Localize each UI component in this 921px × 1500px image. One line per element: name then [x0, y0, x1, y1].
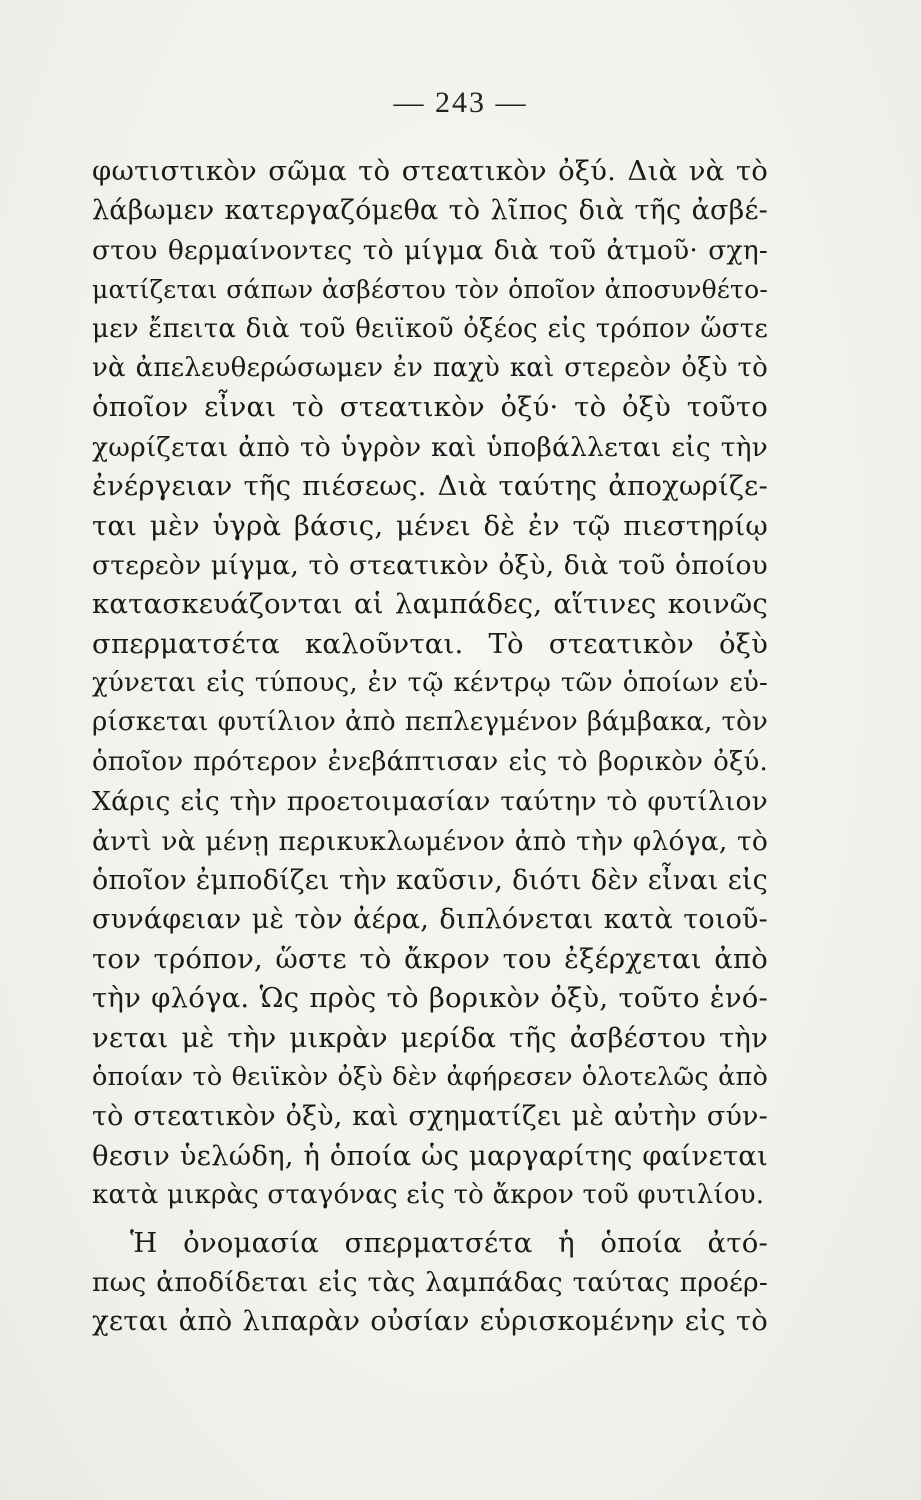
- text-line: λάβωμεν κατεργαζόμεθα τὸ λῖπος διὰ τῆς ἀσβέ-: [92, 195, 768, 227]
- text-line: ρίσκεται φυτίλιον ἀπὸ πεπλεγμένον βάμβακα, τὸν: [92, 707, 768, 738]
- body-text: [92, 152, 768, 1342]
- text-line: ὁποῖον πρότερον ἐνεβάπτισαν εἰς τὸ βορικὸν ὀξύ.: [92, 746, 768, 777]
- text-line: ἐνέργειαν τῆς πιέσεως. Διὰ ταύτης ἀποχωρίζε-: [92, 470, 768, 503]
- text-line: συνάφειαν μὲ τὸν ἀέρα, διπλόνεται κατὰ τοιοῦ-: [92, 904, 768, 936]
- text-line: χεται ἀπὸ λιπαρὰν οὐσίαν εὑρισκομένην εἰς τὸ: [92, 1305, 768, 1338]
- text-line: θεσιν ὑελώδη, ἡ ὁποία ὡς μαργαρίτης φαίνεται: [92, 1139, 768, 1172]
- text-line: ἀντὶ νὰ μένῃ περικυκλωμένον ἀπὸ τὴν φλόγα, τὸ: [92, 825, 768, 857]
- text-line: πως ἀποδίδεται εἰς τὰς λαμπάδας ταύτας προέρ-: [92, 1266, 768, 1298]
- text-line: ται μὲν ὑγρὰ βάσις, μένει δὲ ἐν τῷ πιεστηρίῳ: [92, 509, 768, 542]
- text-line: μεν ἔπειτα διὰ τοῦ θειϊκοῦ ὀξέος εἰς τρόπον ὥστε: [92, 313, 768, 344]
- text-line: νὰ ἀπελευθερώσωμεν ἐν παχὺ καὶ στερεὸν ὀξὺ τὸ: [92, 352, 768, 383]
- text-line: τὴν φλόγα. Ὡς πρὸς τὸ βορικὸν ὀξὺ, τοῦτο ἑνό-: [92, 982, 768, 1015]
- text-line: κατὰ μικρὰς σταγόνας εἰς τὸ ἄκρον τοῦ φυτιλίου.: [92, 1180, 765, 1211]
- text-line: σπερματσέτα καλοῦνται. Τὸ στεατικὸν ὀξὺ: [92, 627, 768, 660]
- text-line: τον τρόπον, ὥστε τὸ ἄκρον του ἐξέρχεται ἀπὸ: [92, 942, 768, 975]
- text-line: Ἡ ὀνομασία σπερματσέτα ἡ ὁποία ἀτό-: [130, 1226, 768, 1259]
- page-number: — 243 —: [393, 86, 528, 119]
- text-line: Χάρις εἰς τὴν προετοιμασίαν ταύτην τὸ φυτίλιον: [92, 786, 768, 818]
- text-line: χωρίζεται ἀπὸ τὸ ὑγρὸν καὶ ὑποβάλλεται εἰς τὴν: [92, 431, 768, 463]
- text-line: νεται μὲ τὴν μικρὰν μερίδα τῆς ἀσβέστου τὴν: [92, 1021, 768, 1054]
- text-line: ὁποίαν τὸ θειϊκὸν ὀξὺ δὲν ἀφήρεσεν ὁλοτελῶς ἀπὸ: [92, 1061, 768, 1092]
- text-line: ὁποῖον εἶναι τὸ στεατικὸν ὀξύ· τὸ ὀξὺ τοῦτο: [92, 391, 768, 424]
- text-line: φωτιστικὸν σῶμα τὸ στεατικὸν ὀξύ. Διὰ νὰ τὸ: [92, 155, 768, 187]
- text-line: χύνεται εἰς τύπους, ἐν τῷ κέντρῳ τῶν ὁποίων εὑ-: [92, 668, 768, 699]
- text-line: ὁποῖον ἐμποδίζει τὴν καῦσιν, διότι δὲν εἶναι εἰς: [92, 865, 768, 897]
- text-line: στερεὸν μίγμα, τὸ στεατικὸν ὀξὺ, διὰ τοῦ ὁποίου: [92, 549, 768, 581]
- text-line: ματίζεται σάπων ἀσβέστου τὸν ὁποῖον ἀποσυνθέτο-: [92, 275, 768, 305]
- text-line: στου θερμαίνοντες τὸ μίγμα διὰ τοῦ ἀτμοῦ· σχη-: [92, 234, 768, 266]
- text-line: τὸ στεατικὸν ὀξὺ, καὶ σχηματίζει μὲ αὐτὴν σύν-: [92, 1101, 768, 1133]
- text-line: κατασκευάζονται αἱ λαμπάδες, αἵτινες κοινῶς: [92, 588, 768, 621]
